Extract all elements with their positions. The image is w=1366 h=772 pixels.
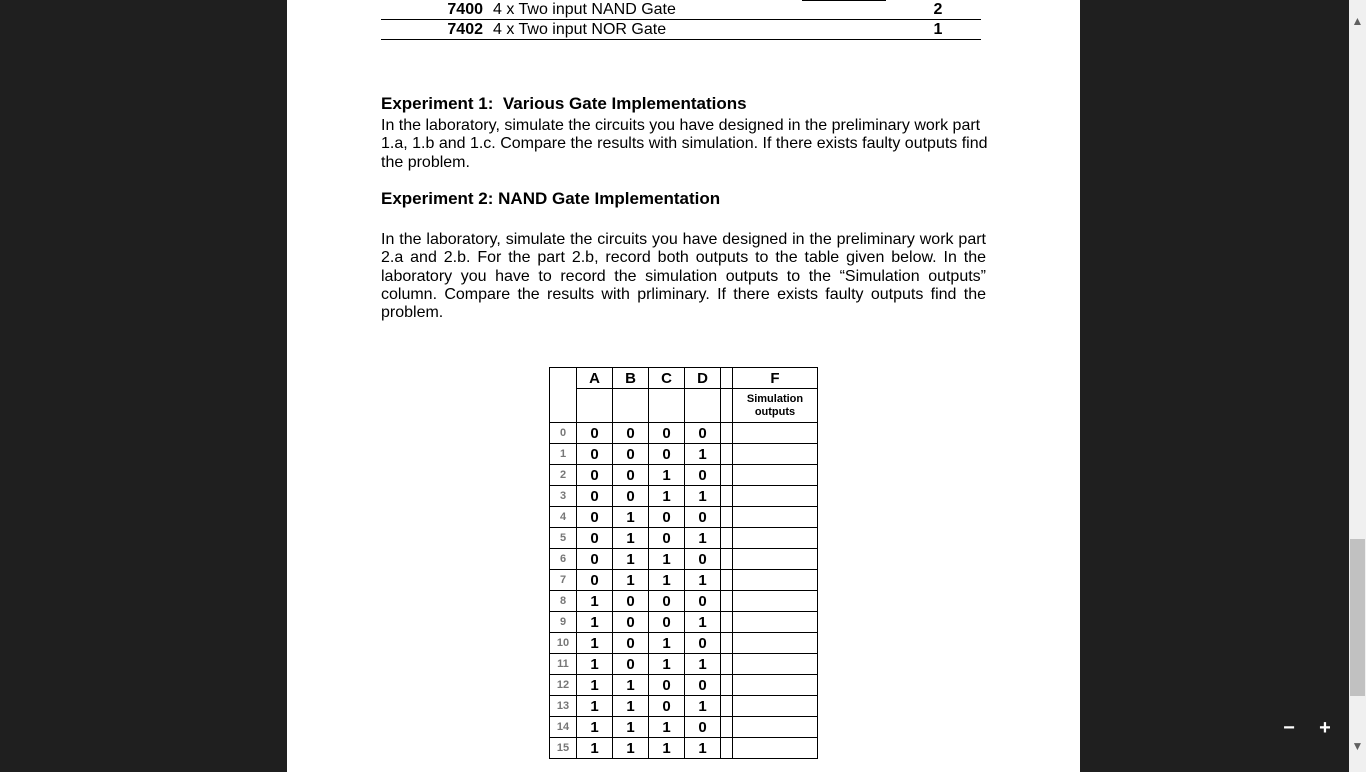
gap-cell xyxy=(721,591,733,612)
blank-cell xyxy=(649,389,685,423)
part-code: 7400 xyxy=(447,1,483,18)
bit-cell: 0 xyxy=(577,444,613,465)
truth-table-row xyxy=(550,717,818,738)
scroll-up-icon[interactable]: ▲ xyxy=(1351,14,1364,28)
blank-cell xyxy=(577,389,613,423)
bit-cell: 0 xyxy=(685,675,721,696)
bit-cell: 1 xyxy=(613,717,649,738)
parts-row xyxy=(381,0,981,20)
bit-cell: 1 xyxy=(685,528,721,549)
bit-cell: 0 xyxy=(685,507,721,528)
bit-cell: 0 xyxy=(577,486,613,507)
vertical-scrollbar[interactable] xyxy=(1349,0,1366,772)
row-index: 6 xyxy=(550,549,577,570)
simulation-output-cell xyxy=(733,654,818,675)
bit-cell: 1 xyxy=(649,486,685,507)
corner-cell xyxy=(550,368,577,423)
gap-cell xyxy=(721,486,733,507)
bit-cell: 1 xyxy=(649,633,685,654)
bit-cell: 0 xyxy=(685,591,721,612)
parts-row xyxy=(381,20,981,40)
bit-cell: 1 xyxy=(649,549,685,570)
blank-cell xyxy=(685,389,721,423)
bit-cell: 0 xyxy=(577,507,613,528)
part-description: 4 x Two input NOR Gate xyxy=(493,21,667,38)
row-index: 12 xyxy=(550,675,577,696)
zoom-out-button[interactable]: − xyxy=(1283,717,1295,739)
bit-cell: 1 xyxy=(685,486,721,507)
simulation-output-cell xyxy=(733,528,818,549)
zoom-in-button[interactable]: + xyxy=(1319,717,1331,739)
bit-cell: 0 xyxy=(685,465,721,486)
bit-cell: 0 xyxy=(613,423,649,444)
row-index: 5 xyxy=(550,528,577,549)
simulation-output-cell xyxy=(733,717,818,738)
row-index: 4 xyxy=(550,507,577,528)
blank-cell xyxy=(613,389,649,423)
parts-table xyxy=(381,0,981,40)
row-index: 8 xyxy=(550,591,577,612)
experiment-2-title: Experiment 2: NAND Gate Implementation xyxy=(381,189,721,208)
header-c: C xyxy=(649,368,685,389)
simulation-output-cell xyxy=(733,612,818,633)
scroll-down-icon[interactable]: ▼ xyxy=(1351,739,1364,753)
simulation-output-cell xyxy=(733,549,818,570)
row-index: 15 xyxy=(550,738,577,759)
truth-table-row xyxy=(550,612,818,633)
bit-cell: 0 xyxy=(613,444,649,465)
row-index: 7 xyxy=(550,570,577,591)
bit-cell: 1 xyxy=(577,675,613,696)
gap-cell xyxy=(721,654,733,675)
bit-cell: 0 xyxy=(613,612,649,633)
bit-cell: 1 xyxy=(685,570,721,591)
gap-cell xyxy=(721,717,733,738)
truth-table-row xyxy=(550,696,818,717)
bit-cell: 1 xyxy=(577,633,613,654)
gap-cell xyxy=(721,612,733,633)
experiment-1-body: In the laboratory, simulate the circuits you have designed in the preliminary work part 1.a, 1.b and 1.c. Compare the results with simulation. If there exists faulty outputs find the problem. xyxy=(381,117,988,171)
experiment-1-title: Experiment 1: Various Gate Implementations xyxy=(381,94,747,113)
truth-table-row xyxy=(550,654,818,675)
bit-cell: 0 xyxy=(649,444,685,465)
simulation-output-cell xyxy=(733,486,818,507)
document-page xyxy=(287,0,1080,772)
simulation-output-cell xyxy=(733,444,818,465)
simulation-output-cell xyxy=(733,465,818,486)
truth-table-row xyxy=(550,528,818,549)
bit-cell: 0 xyxy=(649,675,685,696)
bit-cell: 1 xyxy=(613,549,649,570)
gap-cell xyxy=(721,423,733,444)
bit-cell: 0 xyxy=(649,507,685,528)
simulation-output-cell xyxy=(733,738,818,759)
part-description: 4 x Two input NAND Gate xyxy=(493,1,676,18)
bit-cell: 1 xyxy=(613,738,649,759)
simulation-output-cell xyxy=(733,591,818,612)
experiment-2-body: In the laboratory, simulate the circuits you have designed in the preliminary work part 2.a and 2.b. For the part 2.b, record both outputs to the table given below. In the laboratory you have to record the simulation outputs to the “Simulation outputs” column. Compare the results with prliminary. If there exists faulty outputs find the problem. xyxy=(381,231,986,322)
bit-cell: 0 xyxy=(649,528,685,549)
part-quantity: 2 xyxy=(933,1,943,18)
gap-cell xyxy=(721,444,733,465)
bit-cell: 1 xyxy=(685,612,721,633)
bit-cell: 0 xyxy=(613,465,649,486)
header-d: D xyxy=(685,368,721,389)
gap-cell xyxy=(721,389,733,423)
simulation-output-cell xyxy=(733,696,818,717)
bit-cell: 1 xyxy=(685,654,721,675)
truth-table-row xyxy=(550,570,818,591)
simulation-output-cell xyxy=(733,675,818,696)
header-b: B xyxy=(613,368,649,389)
bit-cell: 0 xyxy=(613,486,649,507)
bit-cell: 1 xyxy=(577,654,613,675)
header-f: F xyxy=(733,368,818,389)
bit-cell: 0 xyxy=(685,633,721,654)
row-index: 13 xyxy=(550,696,577,717)
bit-cell: 0 xyxy=(613,654,649,675)
bit-cell: 0 xyxy=(685,549,721,570)
bit-cell: 1 xyxy=(613,675,649,696)
truth-table-row xyxy=(550,486,818,507)
part-code: 7402 xyxy=(447,21,483,38)
bit-cell: 0 xyxy=(613,591,649,612)
truth-table-row xyxy=(550,507,818,528)
simulation-output-cell xyxy=(733,633,818,654)
gap-cell xyxy=(721,738,733,759)
bit-cell: 1 xyxy=(577,717,613,738)
simulation-outputs-label xyxy=(733,389,818,423)
bit-cell: 0 xyxy=(577,549,613,570)
gap-cell xyxy=(721,675,733,696)
row-index: 1 xyxy=(550,444,577,465)
truth-table-row xyxy=(550,591,818,612)
truth-table-row xyxy=(550,423,818,444)
bit-cell: 1 xyxy=(613,696,649,717)
bit-cell: 1 xyxy=(649,570,685,591)
truth-table-row xyxy=(550,675,818,696)
row-index: 10 xyxy=(550,633,577,654)
bit-cell: 0 xyxy=(685,717,721,738)
bit-cell: 1 xyxy=(685,696,721,717)
bit-cell: 1 xyxy=(685,738,721,759)
gap-cell xyxy=(721,507,733,528)
header-a: A xyxy=(577,368,613,389)
truth-table-header-row xyxy=(550,368,818,389)
gap-cell xyxy=(721,633,733,654)
simulation-output-cell xyxy=(733,507,818,528)
truth-table xyxy=(549,367,818,759)
truth-table-subheader-row xyxy=(550,389,818,423)
bit-cell: 1 xyxy=(577,612,613,633)
gap-cell xyxy=(721,368,733,389)
truth-table-row xyxy=(550,633,818,654)
simulation-outputs-text: Simulation outputs xyxy=(746,392,804,418)
simulation-output-cell xyxy=(733,423,818,444)
gap-cell xyxy=(721,465,733,486)
row-index: 2 xyxy=(550,465,577,486)
bit-cell: 1 xyxy=(577,696,613,717)
gap-cell xyxy=(721,570,733,591)
truth-table-row xyxy=(550,465,818,486)
truth-table-row xyxy=(550,738,818,759)
bit-cell: 0 xyxy=(649,612,685,633)
gap-cell xyxy=(721,549,733,570)
gap-cell xyxy=(721,696,733,717)
row-index: 0 xyxy=(550,423,577,444)
bit-cell: 1 xyxy=(613,570,649,591)
truth-table-row xyxy=(550,549,818,570)
bit-cell: 0 xyxy=(577,570,613,591)
row-index: 14 xyxy=(550,717,577,738)
gap-cell xyxy=(721,528,733,549)
part-quantity: 1 xyxy=(933,21,943,38)
bit-cell: 1 xyxy=(577,738,613,759)
bit-cell: 0 xyxy=(649,423,685,444)
bit-cell: 0 xyxy=(649,591,685,612)
bit-cell: 0 xyxy=(649,696,685,717)
scrollbar-thumb[interactable] xyxy=(1350,539,1365,696)
bit-cell: 1 xyxy=(613,507,649,528)
bit-cell: 0 xyxy=(577,465,613,486)
bit-cell: 0 xyxy=(577,528,613,549)
bit-cell: 0 xyxy=(577,423,613,444)
row-index: 11 xyxy=(550,654,577,675)
bit-cell: 1 xyxy=(685,444,721,465)
row-index: 3 xyxy=(550,486,577,507)
bit-cell: 1 xyxy=(613,528,649,549)
bit-cell: 1 xyxy=(649,465,685,486)
bit-cell: 1 xyxy=(649,738,685,759)
bit-cell: 1 xyxy=(577,591,613,612)
bit-cell: 1 xyxy=(649,717,685,738)
row-index: 9 xyxy=(550,612,577,633)
bit-cell: 1 xyxy=(649,654,685,675)
truth-table-row xyxy=(550,444,818,465)
simulation-output-cell xyxy=(733,570,818,591)
bit-cell: 0 xyxy=(685,423,721,444)
bit-cell: 0 xyxy=(613,633,649,654)
